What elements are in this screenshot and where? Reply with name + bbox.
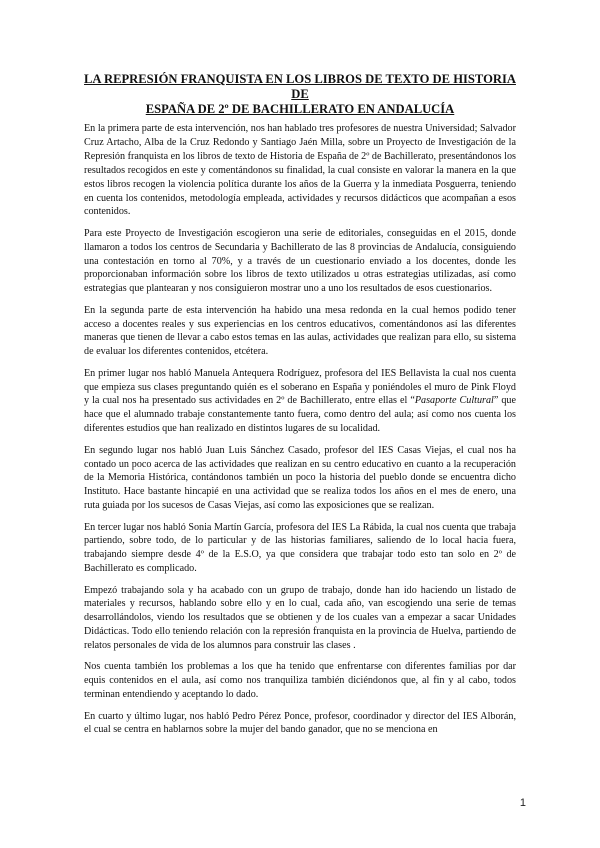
paragraph-8: Nos cuenta también los problemas a los que ha tenido que enfrentarse con diferentes familias por dar equis contenidos en el aula, así como nos tranquiliza también diciéndonos que, al fin y al cabo, todos terminan entendiendo y aceptando lo dado. xyxy=(84,661,516,701)
page-number: 1 xyxy=(519,797,526,809)
paragraph-3: En la segunda parte de esta intervención ha habido una mesa redonda en la cual hemos podido tener acceso a docentes reales y sus experiencias en los centros educativos, comentándonos así las diferentes maneras que tienen de llevar a cabo estos temas en las aulas, actividades que realizan para ello, su sistema de evaluar los diferentes contenidos, etcétera. xyxy=(84,304,516,358)
paragraph-1: En la primera parte de esta intervención, nos han hablado tres profesores de nuestra Universidad; Salvador Cruz Artacho, Alba de la Cruz Redondo y Santiago Jaén Milla, sobre un Proyecto de Investigación de la Represión franquista en los libros de texto de Historia de España de 2º de Bachillerato, presentándonos los resultados recogidos en este y comentándonos su finalidad, la cual consiste en valorar la manera en la que estos libros recogen la violencia política durante los años de la Guerra y la inmediata Posguerra, teniendo en cuenta los contenidos, metodología empleada, actividades y recursos didácticos que acompañan a esos contenidos. xyxy=(84,123,516,218)
paragraph-6: En tercer lugar nos habló Sonia Martín García, profesora del IES La Rábida, la cual nos cuenta que trabaja partiendo, sobre todo, de lo particular y de las historias familiares, saliendo de lo local hacia fuera, trabajando siempre desde 4º de la E.S.O, ya que considera que trabajar todo esto tan solo en 2º de Bachillerato es complicado. xyxy=(84,521,516,575)
paragraph-4-text-start: En primer lugar nos habló Manuela Antequera Rodríguez, profesora del IES Bellavista la cual nos cuenta que empieza sus clases preguntando quién es el soberano en España y poniéndoles el muro de Pink Floyd y la cual nos ha presentado sus actividades en 2º de Bachillerato, entre ellas el “ xyxy=(84,367,516,407)
title-line-2: ESPAÑA DE 2º DE BACHILLERATO EN ANDALUCÍA xyxy=(145,102,455,116)
paragraph-9: En cuarto y último lugar, nos habló Pedro Pérez Ponce, profesor, coordinador y director del IES Alborán, el cual se centra en hablarnos sobre la mujer del bando ganador, que no se menciona en xyxy=(84,710,516,736)
paragraph-4-text-end: ” que hace que el alumnado trabaje constantemente tanto fuera, como dentro del aula; así como nos cuenta los diferentes estudios que han realizado en distintos lugares de su localidad. xyxy=(84,395,516,435)
document-title xyxy=(84,72,516,117)
paragraph-7: Empezó trabajando sola y ha acabado con un grupo de trabajo, donde han ido haciendo un listado de materiales y recursos, hablando sobre ello y en lo cual, cada año, van escogiendo una serie de temas desarrollándolos, viendo los resultados que se obtienen y de los cuales van a empezar a sacar Unidades Didácticas. Todo ello teniendo relación con la represión franquista en la provincia de Huelva, partiendo de relatos personales de vida de los alumnos para construir las clases . xyxy=(84,584,516,652)
title-line-1: LA REPRESIÓN FRANQUISTA EN LOS LIBROS DE TEXTO DE HISTORIA DE xyxy=(84,72,516,101)
paragraph-5: En segundo lugar nos habló Juan Luis Sánchez Casado, profesor del IES Casas Viejas, el cual nos ha contado un poco acerca de las actividades que realizan en su centro educativo en cuanto a la recuperación de la Memoria Histórica, contándonos también un poco la historia del pueblo donde se encuentra dicho Instituto. Hace bastante hincapié en una actividad que se realiza todos los años en el mes de enero, una ruta guiada por los sucesos de Casas Viejas, así como las exposiciones que se realizan. xyxy=(84,444,516,512)
paragraph-2: Para este Proyecto de Investigación escogieron una serie de editoriales, conseguidas en el 2015, donde llamaron a todos los centros de Secundaria y Bachillerato de las 8 provincias de Andalucía, consiguiendo una contestación en torno al 70%, y a través de un cuestionario enviado a los docentes, donde les proporcionaban información sobre los libros de texto utilizados u otras estrategias utilizadas, así como estrategias que plantearan y nos consiguieron mostrar uno a uno los resultados de esos cuestionarios. xyxy=(84,227,516,295)
pasaporte-cultural-title: Pasaporte Cultural xyxy=(414,395,494,407)
paragraph-4 xyxy=(84,367,516,437)
